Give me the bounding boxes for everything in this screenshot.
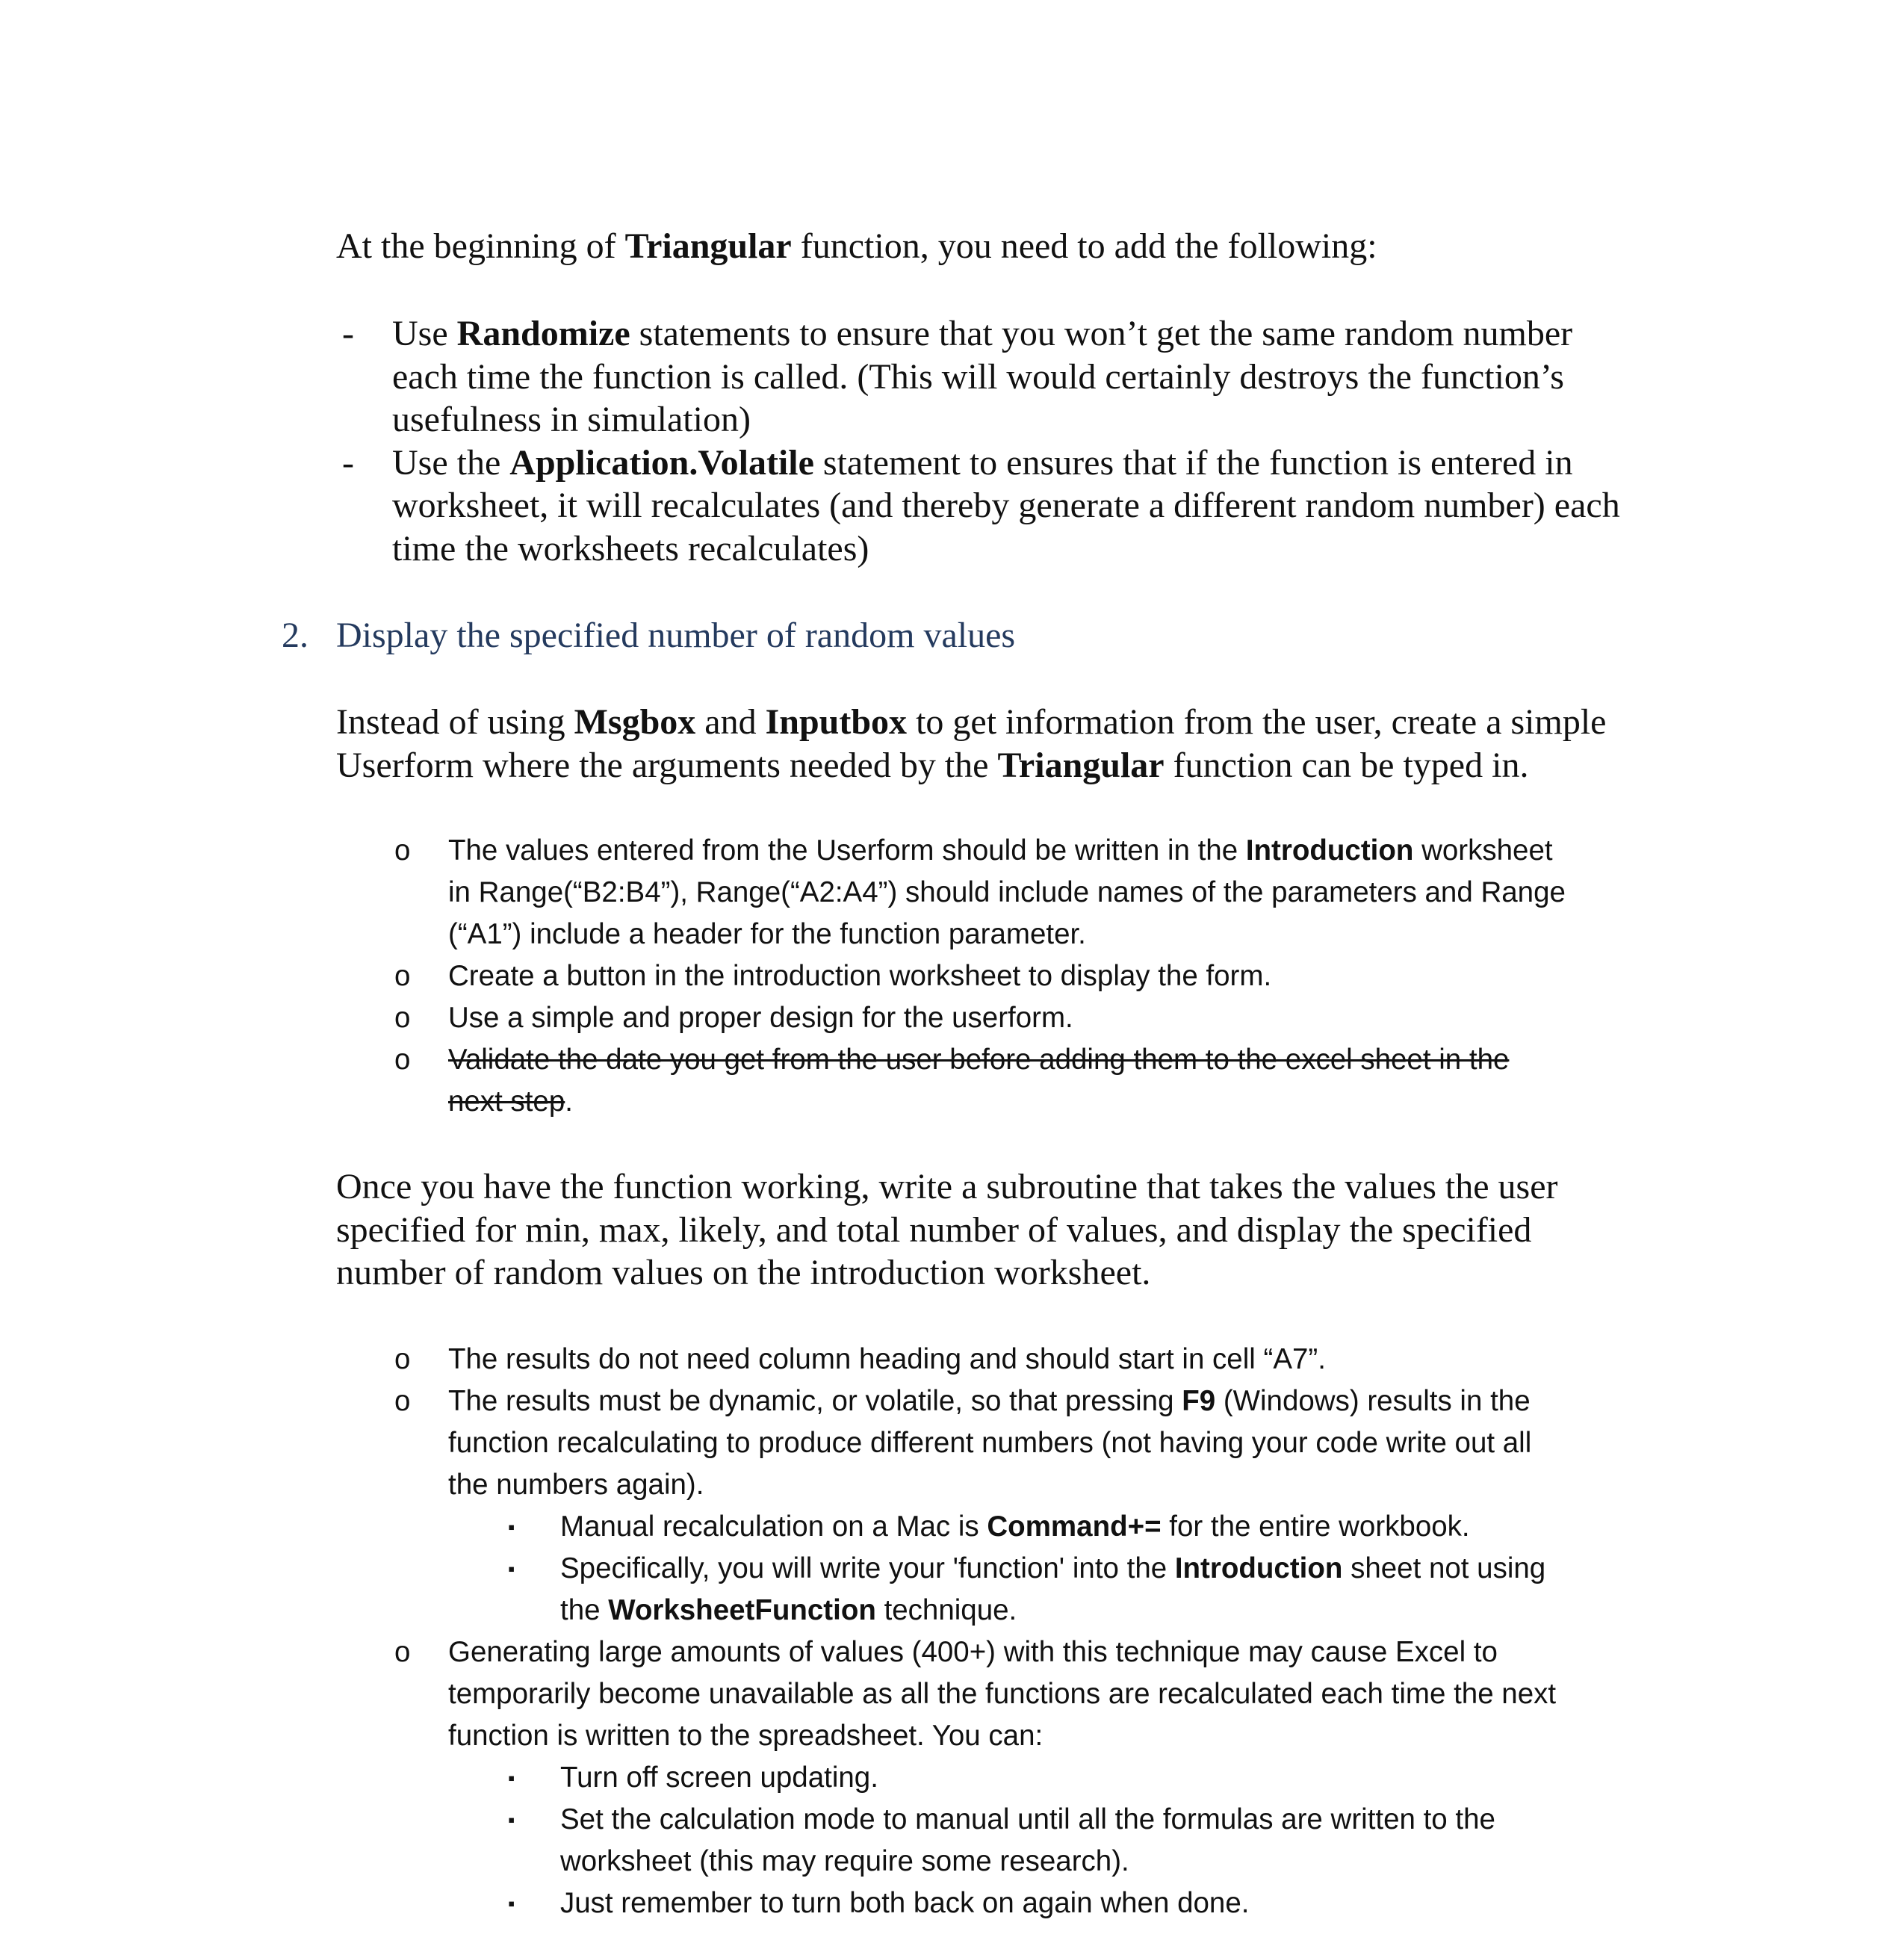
text-segment: The results do not need column heading and should start in cell “A7”. — [448, 1343, 1326, 1375]
circle-bullet-icon: o — [394, 1636, 411, 1668]
text-line — [448, 1039, 1681, 1081]
text-line — [448, 1673, 1681, 1715]
text-segment: The results must be dynamic, or volatile, so that pressing — [448, 1385, 1182, 1417]
text-segment: usefulness in simulation) — [392, 400, 751, 439]
text-line — [448, 1081, 1681, 1123]
text-line — [448, 1381, 1681, 1422]
text-segment: statement to ensures that if the function is entered in — [813, 442, 1573, 483]
text-segment: Use — [392, 314, 457, 353]
bold-text: Inputbox — [765, 702, 908, 742]
list-item — [336, 830, 1681, 955]
dash-bullet-icon: - — [342, 314, 354, 353]
text-line — [448, 1632, 1681, 1673]
text-segment: Set the calculation mode to manual until all the formulas are written to the — [560, 1803, 1495, 1835]
text-line — [336, 1165, 1681, 1209]
list-item — [336, 1339, 1681, 1381]
text-segment: (Windows) results in the — [1215, 1385, 1531, 1417]
sub-list-item — [448, 1548, 1681, 1632]
intro-paragraph — [336, 225, 1681, 268]
bold-text: Introduction — [1174, 1552, 1343, 1584]
text-segment: Turn off screen updating. — [560, 1762, 878, 1794]
text-line — [392, 312, 1681, 356]
square-bullet-icon: ▪ — [508, 1558, 515, 1580]
text-segment: worksheet, it will recalculates (and thereby generate a different random number) each — [392, 486, 1620, 525]
text-segment: temporarily become unavailable as all the functions are recalculated each time the next — [448, 1678, 1557, 1710]
circle-bullet-icon: o — [394, 1343, 411, 1375]
text-segment: Create a button in the introduction worksheet to display the form. — [448, 960, 1272, 992]
bold-text: Command+= — [987, 1511, 1162, 1543]
text-segment: to get information from the user, create a simple — [907, 702, 1607, 742]
text-line — [336, 701, 1681, 744]
section-heading — [282, 614, 1015, 657]
text-line — [448, 997, 1681, 1039]
circle-bullet-icon: o — [394, 1002, 411, 1034]
text-line — [448, 1715, 1681, 1757]
list-item — [336, 1381, 1681, 1632]
text-line — [392, 527, 1681, 571]
bold-text: Introduction — [1245, 834, 1414, 867]
square-bullet-icon: ▪ — [508, 1516, 515, 1538]
bold-text: Triangular — [624, 226, 792, 266]
text-line — [448, 955, 1681, 997]
text-segment: Instead of using — [336, 702, 574, 742]
text-segment: Specifically, you will write your 'function' into the — [560, 1552, 1175, 1584]
text-segment: sheet not using — [1342, 1552, 1546, 1584]
text-segment: function, you need to add the following: — [791, 226, 1377, 266]
text-segment: Use a simple and proper design for the userform. — [448, 1002, 1073, 1034]
text-segment: number of random values on the introduction worksheet. — [336, 1253, 1151, 1292]
text-line — [392, 356, 1681, 399]
text-segment: technique. — [875, 1594, 1017, 1626]
text-line — [448, 872, 1681, 914]
text-segment: the — [560, 1594, 609, 1626]
text-line — [560, 1757, 1681, 1799]
userform-list — [336, 830, 1681, 1123]
text-line — [448, 1422, 1681, 1464]
text-line — [336, 1209, 1681, 1252]
text-line — [392, 398, 1681, 441]
results-list — [336, 1339, 1681, 1924]
list-item — [336, 955, 1681, 997]
text-segment: Use the — [392, 442, 510, 483]
text-line — [560, 1841, 1681, 1883]
text-segment: function is written to the spreadsheet. You can: — [448, 1720, 1044, 1752]
circle-bullet-icon: o — [394, 1385, 411, 1417]
text-segment: Just remember to turn both back on again when done. — [560, 1887, 1250, 1919]
text-segment: the numbers again). — [448, 1469, 704, 1501]
text-segment: Once you have the function working, write a subroutine that takes the values the user — [336, 1167, 1558, 1206]
text-line — [448, 1464, 1681, 1506]
bold-text: WorksheetFunction — [608, 1594, 876, 1626]
text-line — [336, 1251, 1681, 1295]
text-segment: Generating large amounts of values (400+) with this technique may cause Excel to — [448, 1636, 1498, 1668]
text-line — [560, 1799, 1681, 1841]
text-segment: for the entire workbook. — [1161, 1511, 1470, 1543]
text-segment: each time the function is called. (This will would certainly destroys the function’s — [392, 356, 1564, 397]
text-line — [448, 830, 1681, 872]
circle-bullet-icon: o — [394, 1044, 411, 1076]
sub-list-item — [448, 1757, 1681, 1799]
text-line — [392, 484, 1681, 527]
sub-list-item — [448, 1799, 1681, 1883]
section-number: 2. — [282, 616, 308, 655]
text-line — [448, 914, 1681, 955]
text-line — [560, 1590, 1681, 1632]
circle-bullet-icon: o — [394, 960, 411, 992]
text-segment: (“A1”) include a header for the function parameter. — [448, 918, 1086, 950]
text-segment: statements to ensure that you won’t get the same random number — [630, 314, 1573, 353]
bold-text: Randomize — [456, 314, 630, 353]
subroutine-paragraph — [336, 1165, 1681, 1295]
text-segment: worksheet (this may require some research). — [560, 1845, 1129, 1877]
text-segment: time the worksheets recalculates) — [392, 528, 869, 568]
square-bullet-icon: ▪ — [508, 1892, 515, 1915]
text-segment: function can be typed in. — [1164, 745, 1529, 785]
list-item — [336, 997, 1681, 1039]
text-segment: specified for min, max, likely, and total number of values, and display the specified — [336, 1209, 1532, 1250]
text-segment: in Range(“B2:B4”), Range(“A2:A4”) should include names of the parameters and Range — [448, 876, 1566, 908]
text-segment: worksheet — [1413, 834, 1553, 867]
bold-text: F9 — [1182, 1385, 1216, 1417]
bold-text: Application.Volatile — [509, 442, 814, 483]
text-segment: At the beginning of — [336, 226, 625, 266]
text-segment: . — [565, 1085, 573, 1118]
bold-text: Msgbox — [574, 702, 696, 742]
strikethrough-text: Validate the date you get from the user before adding them to the excel sheet in the — [448, 1044, 1510, 1076]
text-line — [448, 1339, 1681, 1381]
text-line — [560, 1883, 1681, 1924]
bold-text: Triangular — [997, 745, 1165, 785]
text-segment: function recalculating to produce different numbers (not having your code write out all — [448, 1427, 1532, 1459]
strikethrough-text: next step — [448, 1085, 565, 1118]
text-line — [560, 1506, 1681, 1548]
section-title: Display the specified number of random values — [336, 616, 1016, 655]
text-segment: Manual recalculation on a Mac is — [560, 1511, 987, 1543]
sub-list-item — [448, 1506, 1681, 1548]
dash-bullet-icon: - — [342, 442, 354, 483]
square-bullet-icon: ▪ — [508, 1809, 515, 1831]
list-item — [336, 441, 1681, 571]
text-line — [336, 744, 1681, 787]
list-item — [336, 312, 1681, 441]
dash-list — [336, 312, 1681, 570]
circle-bullet-icon: o — [394, 834, 411, 867]
list-item — [336, 1039, 1681, 1123]
text-segment: Userform where the arguments needed by the — [336, 745, 998, 785]
list-item — [336, 1632, 1681, 1924]
text-segment: The values entered from the Userform should be written in the — [448, 834, 1246, 867]
text-line — [560, 1548, 1681, 1590]
square-bullet-icon: ▪ — [508, 1767, 515, 1789]
userform-paragraph — [336, 701, 1681, 787]
text-line — [336, 225, 1681, 268]
text-line — [392, 441, 1681, 485]
sub-list-item — [448, 1883, 1681, 1924]
text-segment: and — [695, 702, 766, 742]
